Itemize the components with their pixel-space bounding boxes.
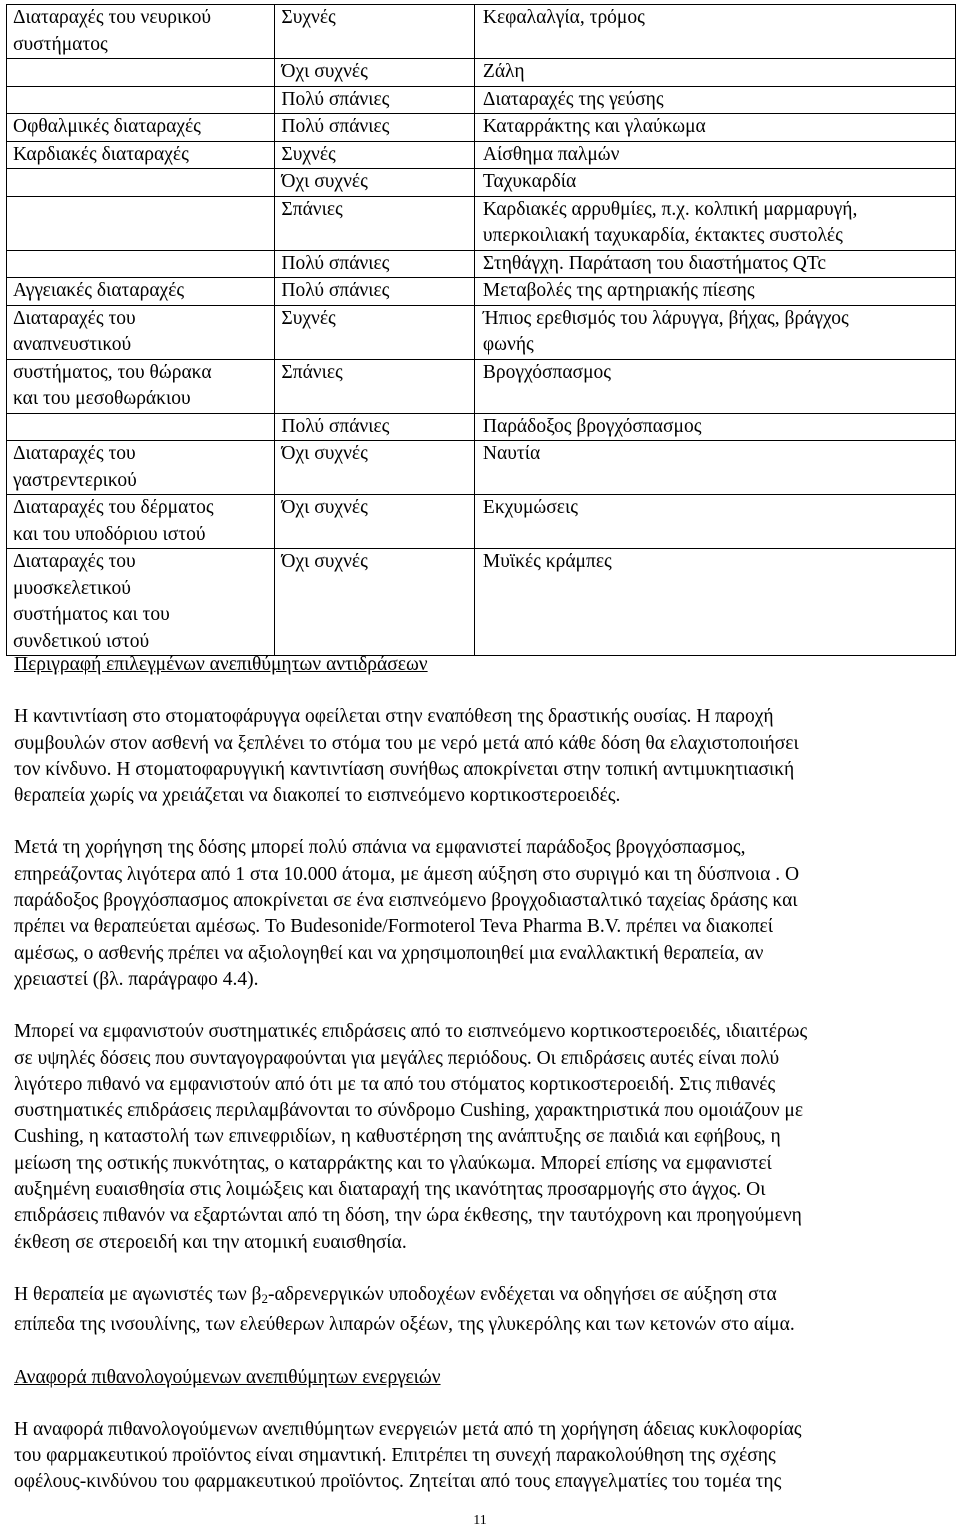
- cell-text: Διαταραχές του: [13, 443, 136, 464]
- cell-text: υπερκοιλιακή ταχυκαρδία, έκτακτες συστολές: [482, 225, 843, 246]
- frequency-cell: [275, 359, 475, 413]
- adverse-effect-cell: [474, 495, 955, 549]
- table-row: [7, 359, 956, 413]
- system-organ-class-cell: [7, 278, 275, 306]
- cell-text: Όχι συχνές: [281, 551, 368, 572]
- cell-text: Όχι συχνές: [281, 61, 368, 82]
- paragraph-line: πρέπει να θεραπεύεται αμέσως. To Budesonide/Formoterol Teva Pharma B.V. πρέπει να διακοπεί: [14, 916, 773, 938]
- frequency-cell: [275, 196, 475, 250]
- cell-text: Μεταβολές της αρτηριακής πίεσης: [482, 280, 755, 301]
- cell-text: Σπάνιες: [281, 361, 343, 383]
- frequency-cell: [275, 549, 475, 656]
- system-organ-class-cell: [7, 441, 275, 495]
- paragraph-reporting: [14, 1417, 944, 1496]
- cell-text: Συχνές: [281, 7, 336, 28]
- cell-text: Όχι συχνές: [281, 443, 368, 464]
- adverse-effect-cell: [474, 305, 955, 359]
- paragraph-beta2-agonists: Η θεραπεία με αγωνιστές των $\beta_2$-αδρενεργικών υποδοχέων ενδέχεται να οδηγήσει σε αύξηση στα επίπεδα της ινσουλίνης, των ελεύθερων λιπαρών οξέων, της γλυκερόλης και των κετονών στο αίμα.: [14, 1283, 795, 1336]
- cell-text: συστήματος: [13, 33, 108, 55]
- frequency-cell: [275, 5, 475, 59]
- paragraph-line: τον κίνδυνο. Η στοματοφαρυγγική καντιντίαση συνήθως αποκρίνεται στην τοπική αντιμυκητιασική: [14, 758, 795, 780]
- paragraph-line: Η αναφορά πιθανολογούμενων ανεπιθύμητων ενεργειών μετά από τη χορήγηση άδειας κυκλοφορίας: [14, 1418, 802, 1440]
- table-row: [7, 495, 956, 549]
- paragraph-line: αυξημένη ευαισθησία στις λοιμώξεις και διαταραχή της ικανότητας προσαρμογής στο άγχος. Οι: [14, 1179, 766, 1201]
- cell-text: Διαταραχές της γεύσης: [482, 88, 664, 110]
- frequency-cell: [275, 278, 475, 306]
- cell-text: και του μεσοθωράκιου: [13, 388, 191, 409]
- paragraph-line: χρειαστεί (βλ. παράγραφο 4.4).: [14, 968, 259, 990]
- paragraph-line: μείωση της οστικής πυκνότητας, ο καταρράκτης και το γλαύκωμα. Μπορεί επίσης να εμφανιστεί: [14, 1152, 772, 1174]
- page-number: 11: [473, 1513, 487, 1528]
- system-organ-class-cell: [7, 196, 275, 250]
- cell-text: συνδετικού ιστού: [13, 630, 150, 652]
- cell-text: συστήματος, του θώρακα: [13, 361, 212, 383]
- adverse-effect-cell: [474, 250, 955, 278]
- system-organ-class-cell: [7, 86, 275, 114]
- paragraph-line: λιγότερο πιθανό να εμφανιστούν από ότι με τα από του στόματος κορτικοστεροειδή. Στις πιθανές: [14, 1073, 776, 1095]
- adverse-effect-cell: [474, 59, 955, 87]
- table-row: [7, 196, 956, 250]
- cell-text: Ζάλη: [482, 61, 525, 82]
- cell-text: Συχνές: [281, 307, 336, 329]
- cell-text: Πολύ σπάνιες: [281, 280, 390, 301]
- table-row: [7, 169, 956, 197]
- cell-text: φωνής: [482, 334, 534, 355]
- cell-text: Βρογχόσπασμος: [482, 361, 611, 383]
- paragraph-line: Μπορεί να εμφανιστούν συστηματικές επιδράσεις από το εισπνεόμενο κορτικοστεροειδές, ιδιαιτέρως: [14, 1021, 808, 1043]
- cell-text: μυοσκελετικού: [13, 577, 131, 599]
- frequency-cell: [275, 413, 475, 441]
- cell-text: Παράδοξος βρογχόσπασμος: [482, 415, 702, 437]
- paragraph-line: του φαρμακευτικού προϊόντος είναι σημαντική. Επιτρέπει τη συνεχή παρακολούθηση της σχέσης: [14, 1445, 776, 1467]
- cell-text: Διαταραχές του: [13, 551, 136, 572]
- cell-text: Καρδιακές διαταραχές: [13, 143, 189, 165]
- paragraph-line: παράδοξος βρογχόσπασμος αποκρίνεται σε ένα εισπνεόμενο βρογχοδιασταλτικό ταχείας δράσης και: [14, 890, 798, 912]
- cell-text: Εκχυμώσεις: [482, 497, 578, 518]
- frequency-cell: [275, 59, 475, 87]
- table-row: [7, 549, 956, 656]
- cell-text: Πολύ σπάνιες: [281, 415, 390, 437]
- table-row: [7, 278, 956, 306]
- cell-text: Ναυτία: [482, 443, 541, 464]
- frequency-cell: [275, 86, 475, 114]
- adverse-reactions-table: [6, 4, 956, 656]
- frequency-cell: [275, 114, 475, 142]
- frequency-cell: [275, 305, 475, 359]
- table-row: [7, 141, 956, 169]
- cell-text: Οφθαλμικές διαταραχές: [13, 116, 201, 137]
- cell-text: Αίσθημα παλμών: [482, 143, 620, 165]
- paragraph-line: σε υψηλές δόσεις που συνταγογραφούνται για μεγάλες περιόδους. Οι επιδράσεις αυτές είναι πολύ: [14, 1047, 780, 1069]
- cell-text: αναπνευστικού: [13, 334, 132, 355]
- paragraph-bronchospasm: [14, 835, 944, 993]
- adverse-effect-cell: [474, 141, 955, 169]
- paragraph-line: συστηματικές επιδράσεις περιλαμβάνονται το σύνδρομο Cushing, χαρακτηριστικά που ομοιάζουν με: [14, 1100, 804, 1122]
- cell-text: Διαταραχές του: [13, 307, 136, 329]
- cell-text: Κεφαλαλγία, τρόμος: [482, 7, 645, 28]
- cell-text: Ταχυκαρδία: [482, 171, 577, 192]
- cell-text: Καταρράκτης και γλαύκωμα: [482, 116, 706, 137]
- paragraph-line: αμέσως, ο ασθενής πρέπει να αξιολογηθεί και να χρησιμοποιηθεί μια εναλλακτική θεραπεία, αν: [14, 942, 764, 964]
- adverse-effect-cell: [474, 359, 955, 413]
- frequency-cell: [275, 495, 475, 549]
- system-organ-class-cell: [7, 305, 275, 359]
- adverse-effect-cell: [474, 413, 955, 441]
- system-organ-class-cell: [7, 413, 275, 441]
- cell-text: Αγγειακές διαταραχές: [13, 280, 185, 301]
- system-organ-class-cell: [7, 141, 275, 169]
- cell-text: Πολύ σπάνιες: [281, 88, 390, 110]
- cell-text: Ήπιος ερεθισμός του λάρυγγα, βήχας, βράγχος: [482, 307, 849, 329]
- frequency-cell: [275, 250, 475, 278]
- paragraph-line: οφέλους-κινδύνου του φαρμακευτικού προϊόντος. Ζητείται από τους επαγγελματίες του τομέα της: [14, 1471, 782, 1493]
- adverse-effect-cell: [474, 169, 955, 197]
- paragraph-line: θεραπεία χωρίς να χρειάζεται να διακοπεί το εισπνεόμενο κορτικοστεροειδές.: [14, 785, 621, 807]
- cell-text: Πολύ σπάνιες: [281, 252, 390, 274]
- frequency-cell: [275, 141, 475, 169]
- adverse-effect-cell: [474, 441, 955, 495]
- system-organ-class-cell: [7, 495, 275, 549]
- system-organ-class-cell: [7, 5, 275, 59]
- table-row: [7, 250, 956, 278]
- table-row: [7, 441, 956, 495]
- adverse-effect-cell: [474, 5, 955, 59]
- cell-text: Σπάνιες: [281, 198, 343, 220]
- paragraph-line: έκθεση σε στεροειδή και την ατομική ευαισθησία.: [14, 1231, 407, 1253]
- paragraph-line: συμβουλών στον ασθενή να ξεπλένει το στόμα του με νερό μετά από κάθε δόση θα ελαχιστοποιήσει: [14, 732, 799, 754]
- adverse-effect-cell: [474, 196, 955, 250]
- section-selected-reactions: [14, 652, 944, 1496]
- system-organ-class-cell: [7, 250, 275, 278]
- paragraph-line: Cushing, η καταστολή των επινεφριδίων, η καθυστέρηση της ανάπτυξης σε παιδιά και εφήβους, η: [14, 1126, 781, 1148]
- cell-text: Μυϊκές κράμπες: [482, 551, 612, 572]
- table-row: [7, 5, 956, 59]
- paragraph-line: επηρεάζοντας λιγότερα από 1 στα 10.000 άτομα, με άμεση αύξηση στο συριγμό και τη δύσπνοια . Ο: [14, 863, 800, 885]
- table-row: [7, 86, 956, 114]
- cell-text: Διαταραχές του δέρματος: [13, 497, 214, 518]
- paragraph-systemic-effects: [14, 1019, 944, 1256]
- adverse-effect-cell: [474, 278, 955, 306]
- system-organ-class-cell: [7, 59, 275, 87]
- paragraph-line: επιδράσεις πιθανόν να εξαρτώνται από τη δόση, την ώρα έκθεσης, την ταυτόχρονη και προηγούμενη: [14, 1205, 802, 1227]
- cell-text: και του υποδόριου ιστού: [13, 523, 206, 545]
- cell-text: Όχι συχνές: [281, 497, 368, 518]
- cell-text: Όχι συχνές: [281, 171, 368, 192]
- table-row: [7, 413, 956, 441]
- adverse-effect-cell: [474, 86, 955, 114]
- table-row: [7, 114, 956, 142]
- frequency-cell: [275, 169, 475, 197]
- frequency-cell: [275, 441, 475, 495]
- system-organ-class-cell: [7, 549, 275, 656]
- cell-text: γαστρεντερικού: [13, 469, 137, 491]
- paragraph-line: Μετά τη χορήγηση της δόσης μπορεί πολύ σπάνια να εμφανιστεί παράδοξος βρογχόσπασμος,: [14, 837, 746, 859]
- adverse-effect-cell: [474, 114, 955, 142]
- paragraph-line: Η καντιντίαση στο στοματοφάρυγγα οφείλεται στην εναπόθεση της δραστικής ουσίας. Η παροχή: [14, 706, 774, 728]
- adverse-effect-cell: [474, 549, 955, 656]
- system-organ-class-cell: [7, 169, 275, 197]
- system-organ-class-cell: [7, 114, 275, 142]
- cell-text: Καρδιακές αρρυθμίες, π.χ. κολπική μαρμαρυγή,: [482, 198, 858, 220]
- table-row: [7, 59, 956, 87]
- section-heading-reporting: Αναφορά πιθανολογούμενων ανεπιθύμητων ενεργειών: [14, 1366, 441, 1388]
- cell-text: Στηθάγχη. Παράταση του διαστήματος QTc: [482, 252, 827, 274]
- cell-text: Διαταραχές του νευρικού: [13, 7, 211, 28]
- table-row: [7, 305, 956, 359]
- section-heading: Περιγραφή επιλεγμένων ανεπιθύμητων αντιδράσεων: [14, 654, 428, 675]
- cell-text: Συχνές: [281, 143, 336, 165]
- system-organ-class-cell: [7, 359, 275, 413]
- paragraph-candidiasis: [14, 704, 944, 809]
- cell-text: Πολύ σπάνιες: [281, 116, 390, 137]
- cell-text: συστήματος και του: [13, 604, 170, 625]
